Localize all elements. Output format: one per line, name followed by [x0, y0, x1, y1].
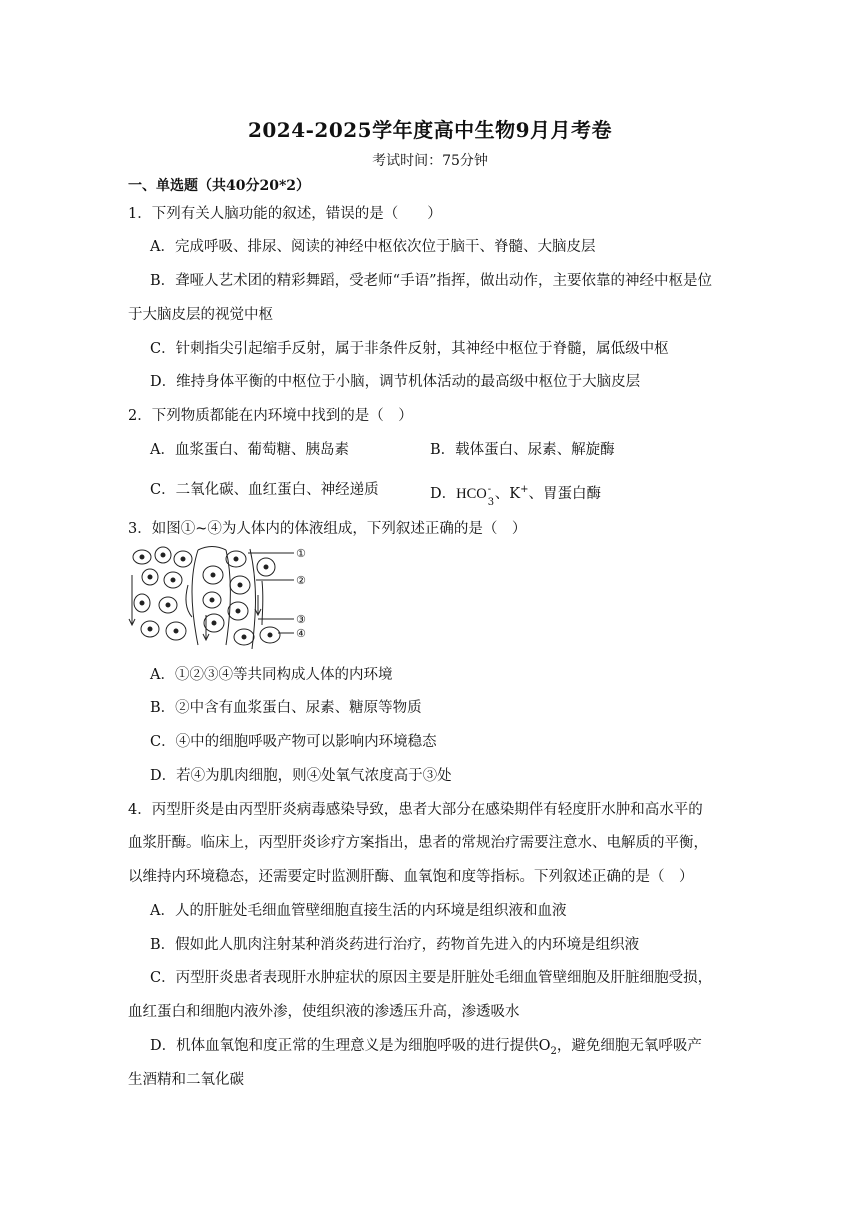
q4-stem-line2: 血浆肝酶。临床上，丙型肝炎诊疗方案指出，患者的常规治疗需要注意水、电解质的平衡， — [128, 835, 708, 851]
fig-label-1: ① — [296, 547, 306, 560]
fig-label-4: ④ — [296, 627, 306, 640]
body-fluid-diagram — [128, 545, 318, 651]
q2-option-c: C．二氧化碳、血红蛋白、神经递质 — [150, 482, 379, 498]
q1-option-d: D．维持身体平衡的中枢位于小脑，调节机体活动的最高级中枢位于大脑皮层 — [150, 374, 641, 390]
q4-option-b: B．假如此人肌肉注射某种消炎药进行治疗，药物首先进入的内环境是组织液 — [150, 937, 640, 953]
q4-option-c-cont: 血红蛋白和细胞内液外渗，使组织液的渗透压升高，渗透吸水 — [128, 1004, 520, 1020]
q3-option-b: B．②中含有血浆蛋白、尿素、糖原等物质 — [150, 700, 422, 716]
q2-option-d: D．HCO - 3 、K+、胃蛋白酶 — [430, 483, 601, 508]
q4-option-a: A．人的肝脏处毛细血管壁细胞直接生活的内环境是组织液和血液 — [150, 903, 567, 919]
q3-option-d: D．若④为肌肉细胞，则④处氧气浓度高于③处 — [150, 768, 452, 784]
q4-option-c: C．丙型肝炎患者表现肝水肿症状的原因主要是肝脏处毛细血管壁细胞及肝脏细胞受损， — [150, 970, 713, 986]
body-fluid-diagram-svg — [128, 545, 318, 651]
q1-option-b: B．聋哑人艺术团的精彩舞蹈，受老师“手语”指挥，做出动作，主要依靠的神经中枢是位 — [150, 273, 712, 289]
q1-stem: 1．下列有关人脑功能的叙述，错误的是（ ） — [128, 206, 442, 222]
q4-stem-line3: 以维持内环境稳态，还需要定时监测肝酶、血氧饱和度等指标。下列叙述正确的是（ ） — [128, 869, 694, 885]
section-heading: 一、单选题（共40分20*2） — [128, 178, 311, 194]
q2-option-a: A．血浆蛋白、葡萄糖、胰岛素 — [150, 442, 349, 458]
fig-label-2: ② — [296, 574, 306, 587]
q3-option-a: A．①②③④等共同构成人体的内环境 — [150, 667, 393, 683]
q3-stem: 3．如图①~④为人体内的体液组成，下列叙述正确的是（ ） — [128, 521, 527, 537]
exam-title: 2024-2025学年度高中生物9月月考卷 — [247, 118, 613, 142]
q2-option-b: B．载体蛋白、尿素、解旋酶 — [430, 442, 615, 458]
q4-option-d: D．机体血氧饱和度正常的生理意义是为细胞呼吸的进行提供$O_2$，避免细胞无氧呼吸产 — [150, 1038, 702, 1057]
q4-stem-line1: 4．丙型肝炎是由丙型肝炎病毒感染导致，患者大部分在感染期伴有轻度肝水肿和高水平的 — [128, 802, 703, 818]
exam-duration: 考试时间：75分钟 — [372, 153, 488, 169]
q1-option-a: A．完成呼吸、排尿、阅读的神经中枢依次位于脑干、脊髓、大脑皮层 — [150, 239, 596, 255]
q1-option-c: C．针刺指尖引起缩手反射，属于非条件反射，其神经中枢位于脊髓，属低级中枢 — [150, 341, 669, 357]
q3-option-c: C．④中的细胞呼吸产物可以影响内环境稳态 — [150, 734, 437, 750]
fig-label-3: ③ — [296, 613, 306, 626]
q2-stem: 2．下列物质都能在内环境中找到的是（ ） — [128, 408, 413, 424]
q1-option-b-cont: 于大脑皮层的视觉中枢 — [128, 307, 273, 323]
q4-option-d-cont: 生酒精和二氧化碳 — [128, 1072, 244, 1088]
